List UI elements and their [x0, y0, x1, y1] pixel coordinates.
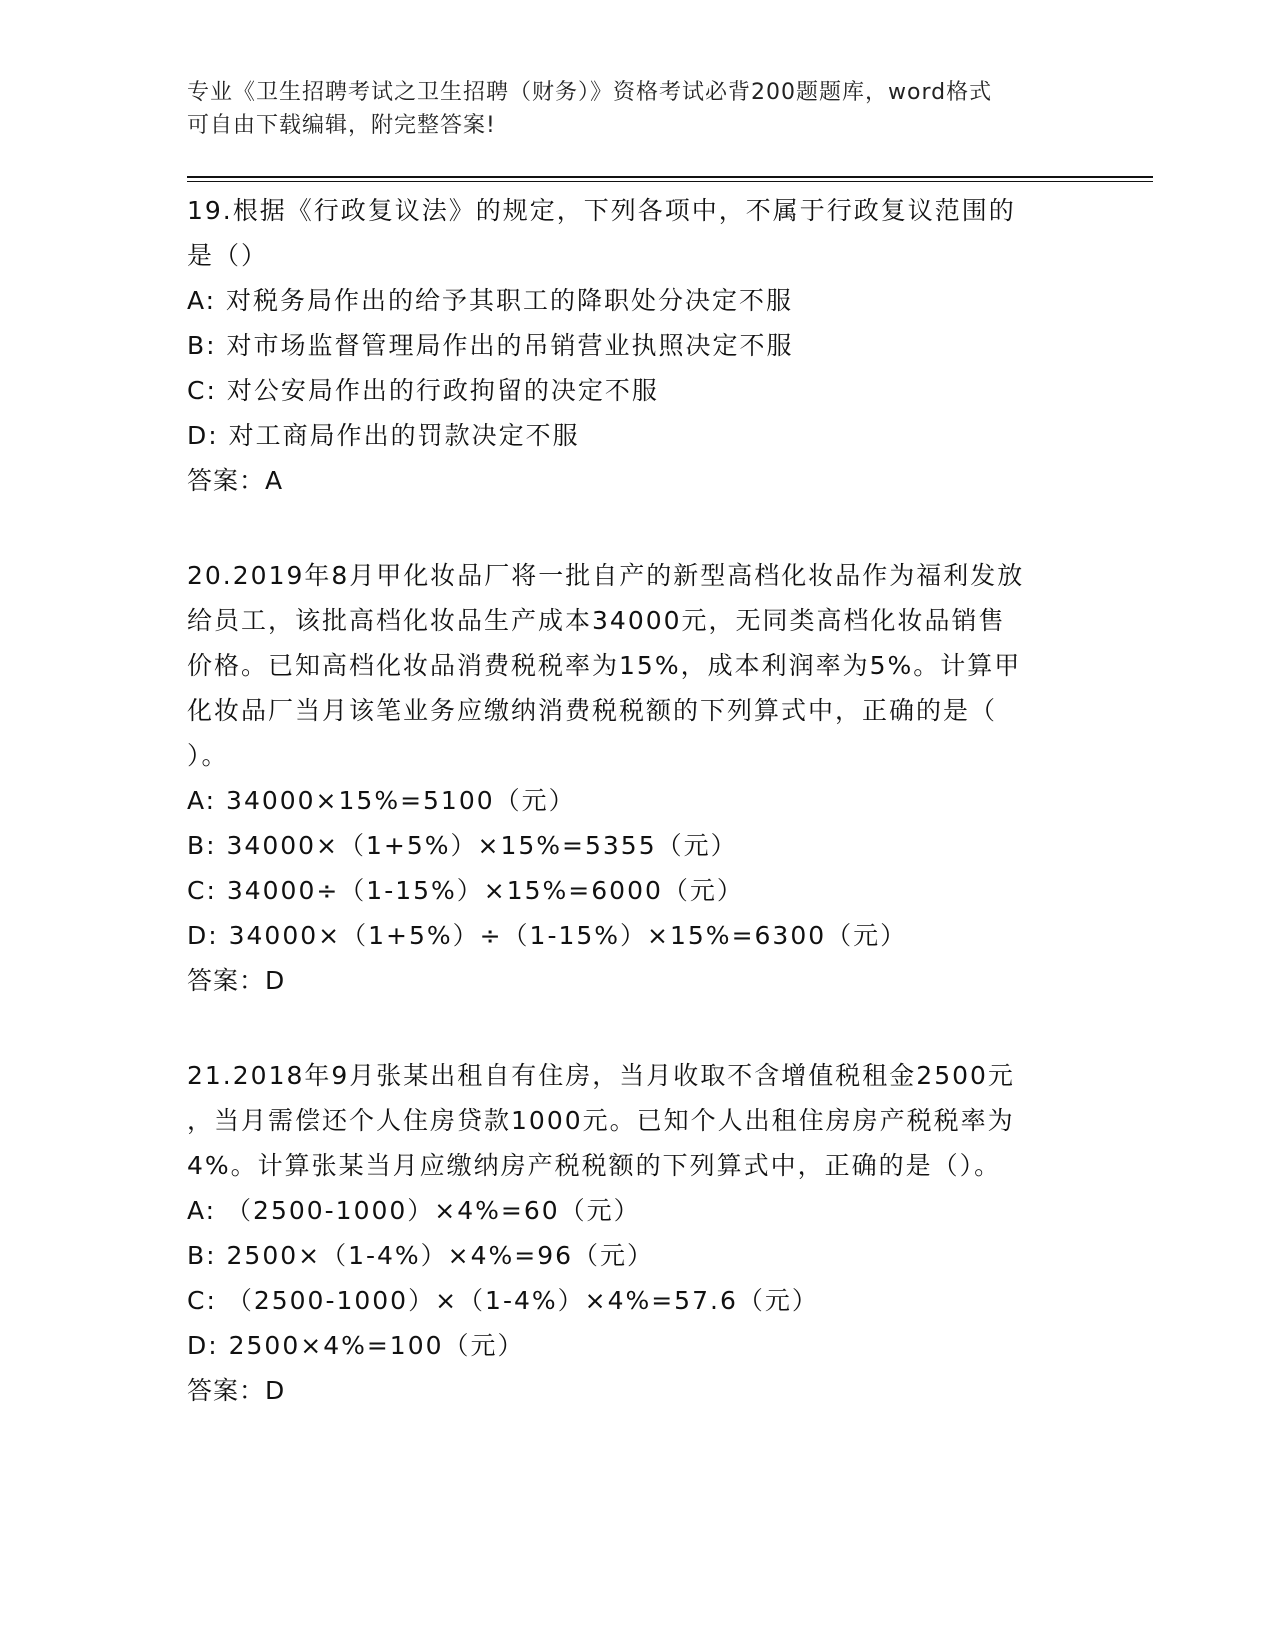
- option-d: D: 2500×4%=100（元）: [187, 1331, 525, 1360]
- question-stem-line: 价格。已知高档化妆品消费税税率为15%，成本利润率为5%。计算甲: [187, 651, 1022, 680]
- question-21: [187, 1053, 1087, 1413]
- question-stem-line: 21.2018年9月张某出租自有住房，当月收取不含增值税租金2500元: [187, 1061, 1015, 1090]
- question-stem-line: 是（）: [187, 241, 269, 270]
- question-stem-line: ，当月需偿还个人住房贷款1000元。已知个人出租住房房产税税率为: [187, 1106, 1015, 1135]
- option-c: C: 34000÷（1-15%）×15%=6000（元）: [187, 876, 744, 905]
- question-stem-line: 4%。计算张某当月应缴纳房产税税额的下列算式中，正确的是（）。: [187, 1151, 1002, 1180]
- option-c: C: （2500-1000）×（1-4%）×4%=57.6（元）: [187, 1286, 819, 1315]
- option-d: D: 对工商局作出的罚款决定不服: [187, 421, 580, 450]
- question-19: [187, 188, 1087, 503]
- question-stem-line: 给员工，该批高档化妆品生产成本34000元，无同类高档化妆品销售: [187, 606, 1006, 635]
- answer-line: 答案：D: [187, 1376, 286, 1405]
- question-stem: [187, 553, 1087, 778]
- option-c: C: 对公安局作出的行政拘留的决定不服: [187, 376, 659, 405]
- option-b: B: 对市场监督管理局作出的吊销营业执照决定不服: [187, 331, 794, 360]
- option-b: B: 2500×（1-4%）×4%=96（元）: [187, 1241, 655, 1270]
- header-divider-thick: [187, 176, 1153, 178]
- header-line-1: 专业《卫生招聘考试之卫生招聘（财务）》资格考试必背200题题库，word格式: [187, 80, 993, 105]
- question-stem-line: 20.2019年8月甲化妆品厂将一批自产的新型高档化妆品作为福利发放: [187, 561, 1025, 590]
- question-stem-line: 19.根据《行政复议法》的规定，下列各项中，不属于行政复议范围的: [187, 196, 1016, 225]
- question-stem: [187, 1053, 1087, 1188]
- header-line-2: 可自由下载编辑，附完整答案!: [187, 113, 496, 138]
- question-stem-line: 化妆品厂当月该笔业务应缴纳消费税税额的下列算式中，正确的是（: [187, 696, 998, 725]
- answer-line: 答案：D: [187, 966, 286, 995]
- question-stem-line: ）。: [187, 741, 229, 770]
- option-a: A: 34000×15%=5100（元）: [187, 786, 576, 815]
- option-b: B: 34000×（1+5%）×15%=5355（元）: [187, 831, 738, 860]
- document-header: [187, 76, 1087, 142]
- option-d: D: 34000×（1+5%）÷（1-15%）×15%=6300（元）: [187, 921, 908, 950]
- option-a: A: （2500-1000）×4%=60（元）: [187, 1196, 641, 1225]
- answer-line: 答案：A: [187, 466, 284, 495]
- question-stem: [187, 188, 1087, 278]
- option-a: A: 对税务局作出的给予其职工的降职处分决定不服: [187, 286, 794, 315]
- question-20: [187, 553, 1087, 1003]
- header-divider-thin: [187, 181, 1153, 182]
